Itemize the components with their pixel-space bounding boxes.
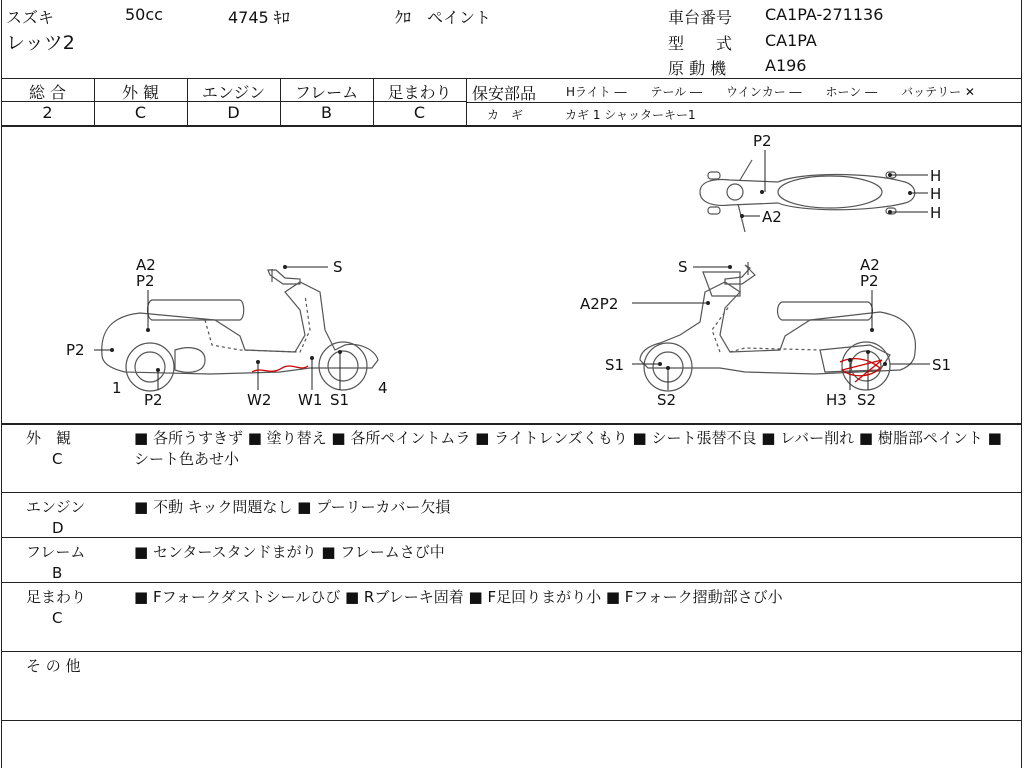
diagram-label: S [678, 258, 688, 276]
frame-grade: B [321, 103, 332, 122]
safety-items: Hライト ― テール ― ウインカー ― ホーン ― バッテリー ✕ [566, 85, 975, 99]
remark-grade: D [52, 519, 64, 537]
remark-label: そ の 他 [26, 657, 81, 675]
diagram-label: A2P2 [580, 295, 619, 313]
diagram-label: P2 [860, 272, 879, 290]
model-name: レッツ2 [6, 32, 75, 54]
divider [1, 537, 1022, 538]
remark-grade: B [52, 564, 63, 582]
remark-text: ■ 各所うすきず ■ 塗り替え ■ 各所ペイントムラ ■ ライトレンズくもり ■ シート張替不良 ■ レバー削れ ■ 樹脂部ペイント ■ シート色あせ小 [134, 429, 1002, 468]
suspension-grade-label: 足まわり [387, 83, 452, 102]
diagram-label: P2 [136, 272, 155, 290]
divider [466, 102, 1022, 103]
type-value: CA1PA [765, 31, 817, 50]
engine-value: A196 [765, 56, 807, 75]
exterior-grade: C [134, 103, 147, 122]
divider [1, 423, 1022, 425]
exterior-label: 外 観 [121, 83, 160, 102]
engine-grade: D [227, 103, 240, 122]
key-label: カ ギ [487, 108, 524, 122]
mileage: 4745 ｷﾛ [228, 8, 290, 27]
frame-grade-label: フレーム [294, 83, 359, 102]
diagram-label: H3 [826, 391, 847, 409]
divider [466, 78, 467, 126]
diagram-label: W1 [298, 391, 323, 409]
diagram-label: P2 [144, 391, 163, 409]
remark-label: エンジン [26, 498, 86, 516]
key-value: カギ 1 シャッターキー1 [565, 108, 696, 122]
diagram-label: S1 [605, 356, 625, 374]
diagram-label: S1 [932, 356, 952, 374]
diagram-label: W2 [247, 391, 272, 409]
diagram-label: A2 [860, 256, 880, 274]
color: ｸﾛ ペイント [395, 8, 492, 27]
diagram-label: S2 [857, 391, 877, 409]
diagram-label: P2 [753, 132, 772, 150]
divider [1, 78, 1022, 79]
overall-grade: 2 [42, 103, 53, 122]
divider [1, 651, 1022, 652]
diagram-label: S [333, 258, 343, 276]
safety-label: 保安部品 [472, 84, 537, 103]
top-view-scooter [700, 160, 915, 232]
remark-grade: C [52, 609, 63, 627]
engine-label: 原 動 機 [668, 59, 727, 78]
type-label: 型 式 [668, 34, 733, 53]
diagram-label: H [930, 167, 942, 185]
diagram-label: A2 [136, 256, 156, 274]
diagram-label: S2 [657, 391, 677, 409]
remark-grade: C [52, 450, 63, 468]
remark-label: フレーム [26, 543, 86, 561]
remark-label: 足まわり [26, 588, 87, 606]
diagram-label: A2 [762, 208, 782, 226]
remark-text: ■ 不動 キック問題なし ■ プーリーカバー欠損 [134, 498, 451, 516]
diagram-label: H [930, 204, 942, 222]
engine-grade-label: エンジン [201, 83, 266, 102]
frame-no-label: 車台番号 [668, 8, 733, 27]
maker: スズキ [6, 8, 55, 27]
remark-label: 外 観 [26, 429, 72, 447]
frame-no: CA1PA-271136 [765, 5, 884, 24]
diagram-label: 4 [378, 379, 388, 397]
overall-label: 総 合 [28, 83, 67, 102]
divider [1, 492, 1022, 493]
remark-text: ■ Fフォークダストシールひび ■ Rブレーキ固着 ■ F足回りまがり小 ■ Fフォーク摺動部さび小 [134, 588, 783, 606]
divider [1, 720, 1022, 721]
displacement: 50cc [125, 5, 163, 24]
diagram-label: 1 [112, 379, 122, 397]
diagram-label: S1 [330, 391, 350, 409]
diagram-label: P2 [66, 341, 85, 359]
suspension-grade: C [413, 103, 426, 122]
diagram-label: H [930, 185, 942, 203]
remark-text: ■ センタースタンドまがり ■ フレームさび中 [134, 543, 445, 561]
divider [1, 582, 1022, 583]
